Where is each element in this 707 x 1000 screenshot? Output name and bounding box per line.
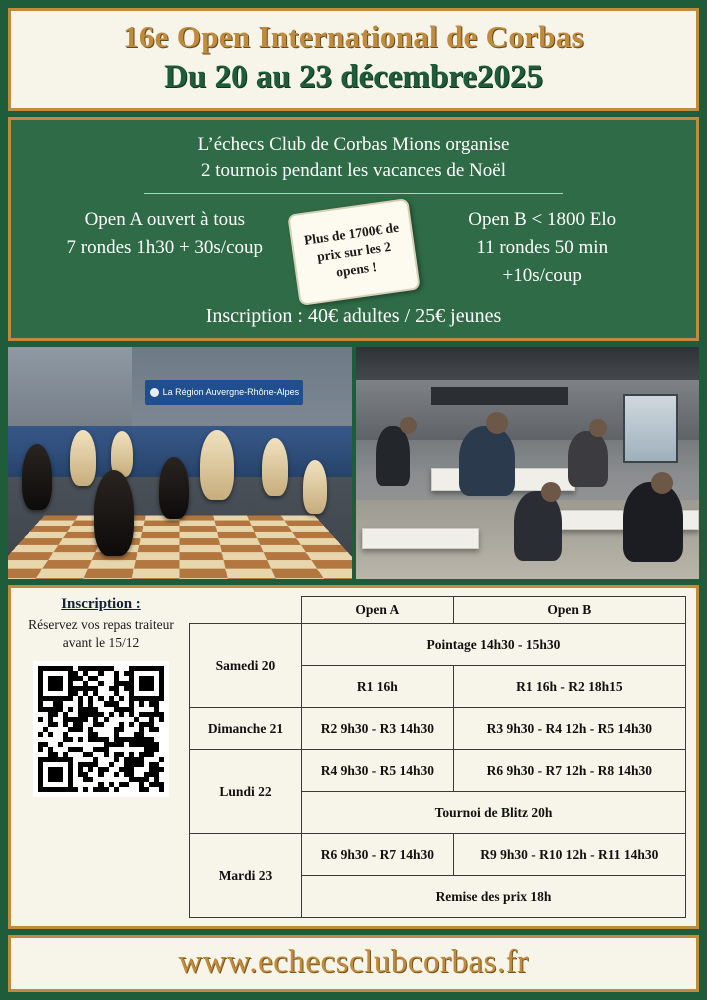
organizer-line-1: L’échecs Club de Corbas Mions organise bbox=[197, 134, 510, 156]
poster-footer bbox=[8, 935, 699, 992]
event-dates: Du 20 au 23 décembre2025 bbox=[164, 58, 543, 95]
open-a-line-2: 7 rondes 1h30 + 30s/coup bbox=[66, 237, 264, 259]
chess-piece bbox=[94, 470, 134, 556]
region-banner-label: La Région Auvergne-Rhône-Alpes bbox=[162, 387, 300, 398]
header-open-a: Open A bbox=[302, 597, 454, 624]
day-label: Mardi 23 bbox=[190, 834, 302, 918]
cell-open-b: R3 9h30 - R4 12h - R5 14h30 bbox=[453, 708, 685, 750]
player-head bbox=[541, 482, 561, 502]
table-row bbox=[190, 834, 686, 876]
day-label: Samedi 20 bbox=[190, 624, 302, 708]
cell-full: Tournoi de Blitz 20h bbox=[302, 792, 686, 834]
website-link[interactable]: www.echecsclubcorbas.fr bbox=[178, 944, 529, 980]
cell-full: Remise des prix 18h bbox=[302, 876, 686, 918]
day-label: Dimanche 21 bbox=[190, 708, 302, 750]
table-row bbox=[190, 708, 686, 750]
registration-block bbox=[21, 596, 181, 918]
tournament-hall-photo bbox=[356, 347, 700, 579]
open-b-line-1: Open B < 1800 Elo bbox=[468, 209, 617, 231]
cell-open-b: R6 9h30 - R7 12h - R8 14h30 bbox=[453, 750, 685, 792]
player-head bbox=[486, 412, 508, 434]
schedule-section bbox=[8, 585, 699, 929]
header-open-b: Open B bbox=[453, 597, 685, 624]
open-a-line-1: Open A ouvert à tous bbox=[84, 209, 246, 231]
poster-header bbox=[8, 8, 699, 111]
prize-badge: Plus de 1700€ de prix sur les 2 opens ! bbox=[287, 198, 421, 306]
player bbox=[623, 482, 683, 562]
cell-open-a: R6 9h30 - R7 14h30 bbox=[302, 834, 454, 876]
chess-piece bbox=[70, 430, 96, 486]
playing-table bbox=[362, 528, 479, 549]
registration-title: Inscription : bbox=[61, 596, 141, 613]
cell-open-a: R1 16h bbox=[302, 666, 454, 708]
chess-piece bbox=[262, 438, 288, 496]
player bbox=[459, 426, 515, 496]
open-b-line-2: 11 rondes 50 min bbox=[476, 237, 609, 259]
player bbox=[376, 426, 410, 486]
region-logo-icon bbox=[150, 388, 159, 397]
table-row bbox=[190, 624, 686, 666]
event-title: 16e Open International de Corbas bbox=[123, 19, 584, 54]
table-header-row bbox=[190, 597, 686, 624]
day-label: Lundi 22 bbox=[190, 750, 302, 834]
chess-piece bbox=[22, 444, 52, 510]
header-blank bbox=[190, 597, 302, 624]
cell-open-b: R9 9h30 - R10 12h - R11 14h30 bbox=[453, 834, 685, 876]
chess-piece bbox=[303, 460, 327, 514]
player-head bbox=[400, 417, 417, 434]
cell-open-a: R2 9h30 - R3 14h30 bbox=[302, 708, 454, 750]
cell-open-b: R1 16h - R2 18h15 bbox=[453, 666, 685, 708]
chessboard-photo bbox=[8, 347, 352, 579]
cell-open-a: R4 9h30 - R5 14h30 bbox=[302, 750, 454, 792]
photo-strip bbox=[8, 347, 699, 579]
entry-fee-line: Inscription : 40€ adultes / 25€ jeunes bbox=[205, 305, 502, 328]
divider bbox=[144, 193, 563, 194]
qr-code-icon[interactable] bbox=[33, 661, 169, 797]
open-b-line-3: +10s/coup bbox=[502, 264, 582, 286]
chess-piece bbox=[200, 430, 234, 500]
region-banner bbox=[145, 380, 303, 406]
chess-piece bbox=[159, 457, 189, 519]
player-head bbox=[589, 419, 607, 437]
registration-subtitle: Réservez vos repas traiteur avant le 15/12 bbox=[28, 617, 174, 650]
table-row bbox=[190, 750, 686, 792]
cell-full: Pointage 14h30 - 15h30 bbox=[302, 624, 686, 666]
schedule-table bbox=[189, 596, 686, 918]
organizer-line-2: 2 tournois pendant les vacances de Noël bbox=[201, 159, 506, 181]
qr-code-matrix bbox=[38, 666, 164, 792]
open-b-details bbox=[416, 206, 668, 289]
tournament-info-block bbox=[8, 117, 699, 341]
open-a-details bbox=[39, 206, 291, 261]
chessboard-surface bbox=[8, 516, 352, 579]
player bbox=[568, 431, 608, 487]
